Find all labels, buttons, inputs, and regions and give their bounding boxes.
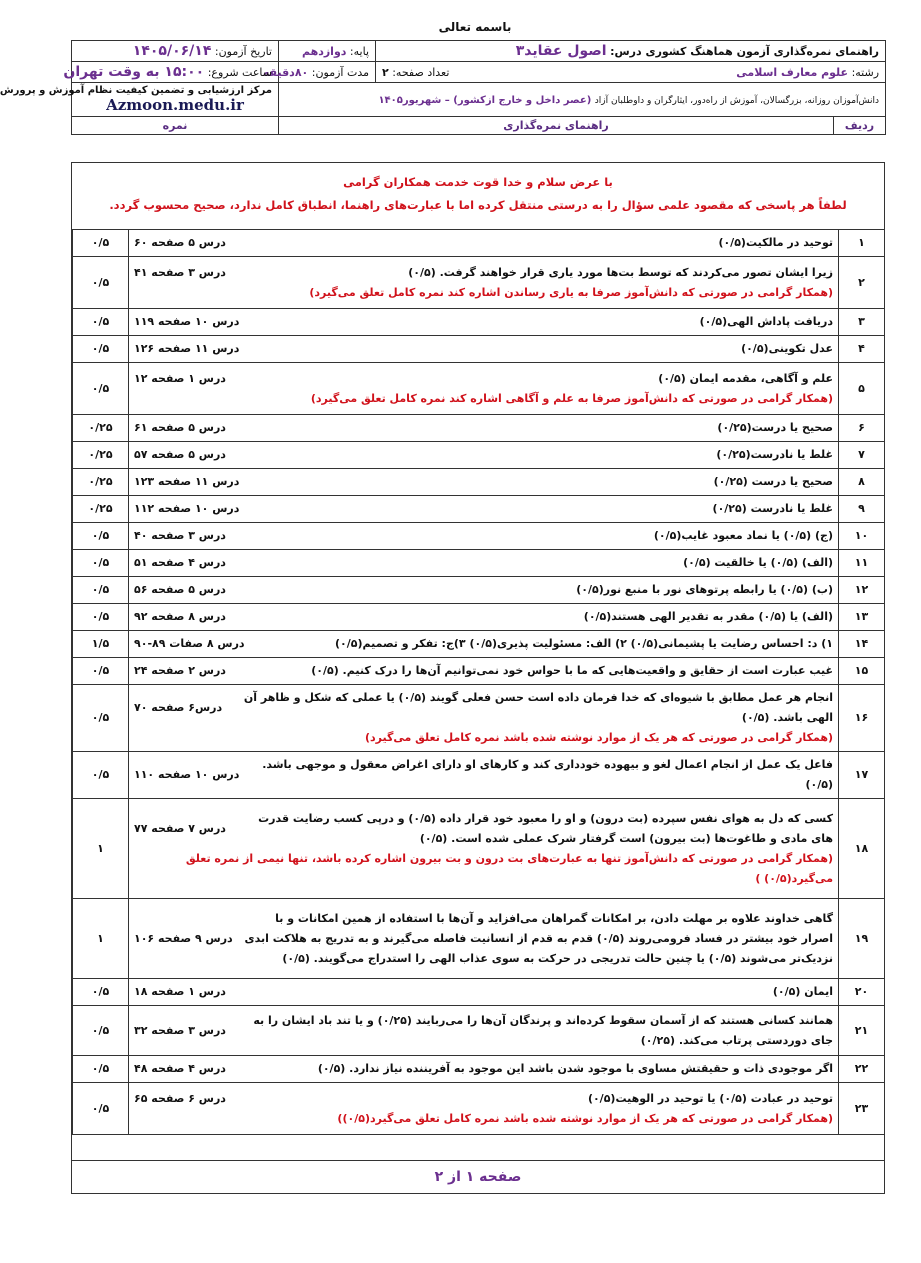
grade-value: دوازدهم <box>301 44 347 58</box>
answer-number: ۱۴ <box>839 631 885 658</box>
duration-value: ۸۰دقیقه <box>262 65 309 79</box>
answer-number: ۱۶ <box>839 685 885 752</box>
answer-row <box>73 1006 885 1056</box>
answer-number: ۲ <box>839 257 885 309</box>
lesson-reference: درس ۸ صفات ۸۹-۹۰ <box>134 637 245 650</box>
answer-guide <box>129 496 839 523</box>
answer-score: ۰/۲۵ <box>73 469 129 496</box>
lesson-reference: درس ۵ صفحه ۵۶ <box>134 583 226 596</box>
answer-number: ۲۳ <box>839 1083 885 1135</box>
answer-number: ۲۱ <box>839 1006 885 1056</box>
answer-number: ۳ <box>839 309 885 336</box>
answer-number: ۱۳ <box>839 604 885 631</box>
answer-guide <box>129 336 839 363</box>
answer-number: ۱۰ <box>839 523 885 550</box>
greeting: با عرض سلام و خدا قوت خدمت همکاران گرامی لطفاً هر پاسخی که مقصود علمی سؤال را به درستی منتقل کرده اما با عبارت‌های راهنما، انطباق کامل ندارد، صحیح محسوب گردد. <box>109 175 847 212</box>
answer-score: ۰/۵ <box>73 752 129 799</box>
students-cell: دانش‌آموزان روزانه، بزرگسالان، آموزش از راه‌دور، ایثارگران و داوطلبان آزاد (عصر داخل و خارج ازکشور) – شهریور۱۴۰۵ <box>279 83 886 117</box>
answer-text: فاعل یک عمل از انجام اعمال لغو و بیهوده خودداری کند و کارهای او دارای اغراض معقول و موجهی باشد. (۰/۵) <box>262 758 833 791</box>
exam-date: ۱۴۰۵/۰۶/۱۴ <box>132 43 212 59</box>
lesson-reference: درس ۱۰ صفحه ۱۱۰ <box>134 768 240 781</box>
answer-score: ۰/۵ <box>73 1056 129 1083</box>
answer-score: ۰/۲۵ <box>73 496 129 523</box>
answer-score: ۰/۲۵ <box>73 442 129 469</box>
grader-note: (همکار گرامی در صورتی که هر یک از موارد نوشته شده باشد نمره کامل تعلق می‌گیرد) <box>364 731 833 744</box>
answer-row <box>73 469 885 496</box>
answer-row <box>73 442 885 469</box>
answer-row <box>73 631 885 658</box>
lesson-reference: درس ۴ صفحه ۴۸ <box>134 1062 226 1075</box>
answer-text: زیرا ایشان تصور می‌کردند که توسط بت‌ها مورد یاری قرار خواهند گرفت. (۰/۵) <box>408 265 833 279</box>
answer-guide <box>129 658 839 685</box>
answer-row <box>73 799 885 899</box>
center-cell: مرکز ارزشیابی و تضمین کیفیت نظام آموزش و پرورش Azmoon.medu.ir <box>72 83 279 117</box>
answer-guide <box>129 1006 839 1056</box>
answer-row <box>73 752 885 799</box>
answer-guide <box>129 604 839 631</box>
answer-row <box>73 523 885 550</box>
answer-score: ۰/۵ <box>73 979 129 1006</box>
answer-row <box>73 257 885 309</box>
answer-row <box>73 230 885 257</box>
lesson-reference: درس ۹ صفحه ۱۰۶ <box>134 931 233 945</box>
answer-row <box>73 336 885 363</box>
answer-number: ۵ <box>839 363 885 415</box>
answer-guide <box>129 577 839 604</box>
answer-number: ۱۸ <box>839 799 885 899</box>
col-row-header: ردیف <box>834 117 886 135</box>
answer-score: ۱ <box>73 799 129 899</box>
answer-score: ۰/۵ <box>73 309 129 336</box>
answer-row <box>73 604 885 631</box>
exam-header-table <box>0 40 886 135</box>
field-pages-cell: رشته: علوم معارف اسلامی تعداد صفحه: ۲ <box>376 62 886 83</box>
lesson-reference: درس ۱ صفحه ۱۲ <box>134 371 226 385</box>
answer-guide <box>129 230 839 257</box>
answer-text: همانند کسانی هستند که از آسمان سقوط کرده‌اند و پرندگان آن‌ها را می‌ربایند (۰/۲۵) و یا تند باد ایشان را به جای دوردستی پرتاب می‌کند. (۰/۲۵) <box>253 1013 833 1047</box>
answer-guide <box>129 631 839 658</box>
answer-table <box>72 229 885 1135</box>
grader-note: (همکار گرامی در صورتی که دانش‌آموز تنها به عبارت‌های بت درون و بت بیرون اشاره کرده باشد، تنها نیمی از نمره تعلق می‌گیرد(۰/۵) ) <box>185 851 833 885</box>
answer-score: ۰/۵ <box>73 1006 129 1056</box>
answer-number: ۹ <box>839 496 885 523</box>
start-time: ۱۵:۰۰ به وقت تهران <box>63 64 205 80</box>
course-name: اصول عقاید۳ <box>515 43 607 59</box>
start-cell: ساعت شروع: ۱۵:۰۰ به وقت تهران <box>72 62 279 83</box>
answer-text: گاهی خداوند علاوه بر مهلت دادن، بر امکانات گمراهان می‌افزاید و آن‌ها با استفاده از همین امکانات و با اصرار خود بیشتر در فساد فرومی‌روند (۰/۵) قدم به قدم از انسانیت فاصله می‌گیرند و به تدریج به هلاکت ابدی نزدیک‌تر می‌شوند (۰/۵) یا چنین حالت تدریجی در حرکت به سوی عذاب الهی را استدراج می‌گویند. (۰/۵) <box>244 911 833 965</box>
answer-row <box>73 658 885 685</box>
lesson-reference: درس ۳ صفحه ۴۱ <box>134 265 226 279</box>
answer-guide <box>129 979 839 1006</box>
grader-note: (همکار گرامی در صورتی که دانش‌آموز صرفا به علم و آگاهی اشاره کند نمره کامل تعلق می‌گیرد) <box>310 391 833 405</box>
answer-text: عدل تکوینی(۰/۵) <box>741 342 833 355</box>
answer-number: ۱۵ <box>839 658 885 685</box>
answer-number: ۶ <box>839 415 885 442</box>
duration-cell: مدت آزمون: ۸۰دقیقه <box>279 62 376 83</box>
answer-row <box>73 309 885 336</box>
answer-text: توحید در عبادت (۰/۵) یا توحید در الوهیت(۰/۵) <box>587 1091 833 1105</box>
answer-guide <box>129 550 839 577</box>
grade-cell: پایه: دوازدهم <box>279 41 376 62</box>
answer-number: ۱۲ <box>839 577 885 604</box>
col-guide-header: راهنمای نمره‌گذاری <box>279 117 834 135</box>
date-cell: تاریخ آزمون: ۱۴۰۵/۰۶/۱۴ <box>72 41 279 62</box>
answer-row <box>73 1083 885 1135</box>
answer-text: صحیح یا درست(۰/۲۵) <box>717 421 833 434</box>
answer-score: ۰/۵ <box>73 685 129 752</box>
answer-guide <box>129 899 839 979</box>
answer-score: ۰/۵ <box>73 658 129 685</box>
col-score-header: نمره <box>72 117 279 135</box>
answer-number: ۲۲ <box>839 1056 885 1083</box>
exam-title-cell: راهنمای نمره‌گذاری آزمون هماهنگ کشوری درس: اصول عقاید۳ <box>376 41 886 62</box>
answer-score: ۱ <box>73 899 129 979</box>
answer-row <box>73 685 885 752</box>
answer-score: ۰/۵ <box>73 230 129 257</box>
grader-note: (همکار گرامی در صورتی که دانش‌آموز صرفا به یاری رساندن اشاره کند نمره کامل تعلق می‌گیرد) <box>309 285 833 299</box>
answer-number: ۴ <box>839 336 885 363</box>
answer-text: اگر موجودی ذات و حقیقتش مساوی با موجود شدن باشد این موجود به آفریننده نیاز ندارد. (۰/۵) <box>317 1062 833 1075</box>
lesson-reference: درس ۷ صفحه ۷۷ <box>134 821 226 835</box>
lesson-reference: درس ۵ صفحه ۶۱ <box>134 421 226 434</box>
lesson-reference: درس ۵ صفحه ۵۷ <box>134 448 226 461</box>
lesson-reference: درس ۸ صفحه ۹۲ <box>134 610 226 623</box>
answer-number: ۷ <box>839 442 885 469</box>
answer-text: توحید در مالکیت(۰/۵) <box>718 236 833 249</box>
lesson-reference: درس ۱۱ صفحه ۱۲۶ <box>134 342 240 355</box>
lesson-reference: درس ۲ صفحه ۲۴ <box>134 664 226 677</box>
answer-text: (الف) (۰/۵) یا خالقیت (۰/۵) <box>683 556 833 569</box>
session-info: (عصر داخل و خارج ازکشور) – شهریور۱۴۰۵ <box>378 95 592 106</box>
answer-text: غلط یا نادرست (۰/۲۵) <box>712 502 833 515</box>
answer-number: ۱۹ <box>839 899 885 979</box>
answer-score: ۰/۵ <box>73 336 129 363</box>
answer-score: ۰/۵ <box>73 604 129 631</box>
answer-guide <box>129 363 839 415</box>
answer-guide <box>129 469 839 496</box>
answer-number: ۱ <box>839 230 885 257</box>
answer-score: ۰/۵ <box>73 1083 129 1135</box>
answer-row <box>73 415 885 442</box>
answer-guide <box>129 685 839 752</box>
answer-guide <box>129 799 839 899</box>
bismillah: باسمه تعالی <box>438 20 512 34</box>
answer-text: (ب) (۰/۵) یا رابطه پرتوهای نور با منبع نور(۰/۵) <box>576 583 833 596</box>
answer-text: ایمان (۰/۵) <box>772 985 833 998</box>
pages-value: ۲ <box>382 65 389 79</box>
site-link[interactable]: Azmoon.medu.ir <box>106 96 244 114</box>
answer-text: علم و آگاهی، مقدمه ایمان (۰/۵) <box>658 371 833 385</box>
answer-text: (ج) (۰/۵) یا نماد معبود غایب(۰/۵) <box>653 529 833 542</box>
answer-number: ۲۰ <box>839 979 885 1006</box>
lesson-reference: درس ۱ صفحه ۱۸ <box>134 985 226 998</box>
lesson-reference: درس ۵ صفحه ۶۰ <box>134 236 226 249</box>
answer-number: ۸ <box>839 469 885 496</box>
answer-text: صحیح یا درست (۰/۲۵) <box>713 475 833 488</box>
answer-score: ۰/۵ <box>73 363 129 415</box>
answer-score: ۰/۵ <box>73 550 129 577</box>
answer-text: کسی که دل به هوای نفس سپرده (بت درون) و او را معبود خود قرار داده (۰/۵) و درپی کسب رضایت قدرت های مادی و طاغوت‌ها (بت بیرون) است گرفتار شرک عملی شده است. (۰/۵) <box>258 811 833 845</box>
answer-score: ۰/۵ <box>73 523 129 550</box>
answer-guide <box>129 523 839 550</box>
answer-guide <box>129 1083 839 1135</box>
answer-text: دریافت پاداش الهی(۰/۵) <box>699 315 833 328</box>
field-value: علوم معارف اسلامی <box>736 65 849 79</box>
answer-text: انجام هر عمل مطابق با شیوه‌ای که خدا فرمان داده است حسن فعلی گویند (۰/۵) یا عملی که شکل و ظاهر آن الهی باشد. (۰/۵) <box>243 691 833 724</box>
answer-guide <box>129 442 839 469</box>
answer-guide <box>129 257 839 309</box>
grader-note: (همکار گرامی در صورتی که هر یک از موارد نوشته شده باشد نمره کامل تعلق می‌گیرد(۰/۵)) <box>337 1111 833 1125</box>
answer-guide <box>129 752 839 799</box>
lesson-reference: درس ۱۰ صفحه ۱۱۹ <box>134 315 240 328</box>
lesson-reference: درس۶ صفحه ۷۰ <box>134 701 223 714</box>
answer-row <box>73 979 885 1006</box>
answer-row <box>73 363 885 415</box>
answer-guide <box>129 415 839 442</box>
answer-number: ۱۱ <box>839 550 885 577</box>
answer-row <box>73 577 885 604</box>
answer-score: ۰/۲۵ <box>73 415 129 442</box>
lesson-reference: درس ۴ صفحه ۵۱ <box>134 556 226 569</box>
lesson-reference: درس ۶ صفحه ۶۵ <box>134 1091 226 1105</box>
answer-guide <box>129 309 839 336</box>
answer-text: ۱) د: احساس رضایت یا پشیمانی(۰/۵) ۲) الف: مسئولیت پذیری(۰/۵) ۳)ج: تفکر و تصمیم(۰/۵) <box>334 637 833 650</box>
lesson-reference: درس ۱۰ صفحه ۱۱۲ <box>134 502 240 515</box>
answer-row <box>73 550 885 577</box>
lesson-reference: درس ۳ صفحه ۴۰ <box>134 529 226 542</box>
answer-score: ۰/۵ <box>73 577 129 604</box>
answer-guide <box>129 1056 839 1083</box>
answer-row <box>73 899 885 979</box>
answer-number: ۱۷ <box>839 752 885 799</box>
answer-score: ۰/۵ <box>73 257 129 309</box>
lesson-reference: درس ۳ صفحه ۳۲ <box>134 1023 226 1037</box>
answer-key-panel <box>71 162 885 1194</box>
page-footer: صفحه ۱ از ۲ <box>72 1160 884 1193</box>
answer-text: غلط یا نادرست(۰/۲۵) <box>716 448 833 461</box>
answer-text: (الف) یا (۰/۵) مقدر به تقدیر الهی هستند(۰/۵) <box>583 610 833 623</box>
answer-text: غیب عبارت است از حقایق و واقعیت‌هایی که ما با حواس خود نمی‌توانیم آن‌ها را درک کنیم. (۰/۵) <box>311 664 833 677</box>
answer-row <box>73 1056 885 1083</box>
answer-score: ۱/۵ <box>73 631 129 658</box>
lesson-reference: درس ۱۱ صفحه ۱۲۳ <box>134 475 240 488</box>
answer-row <box>73 496 885 523</box>
